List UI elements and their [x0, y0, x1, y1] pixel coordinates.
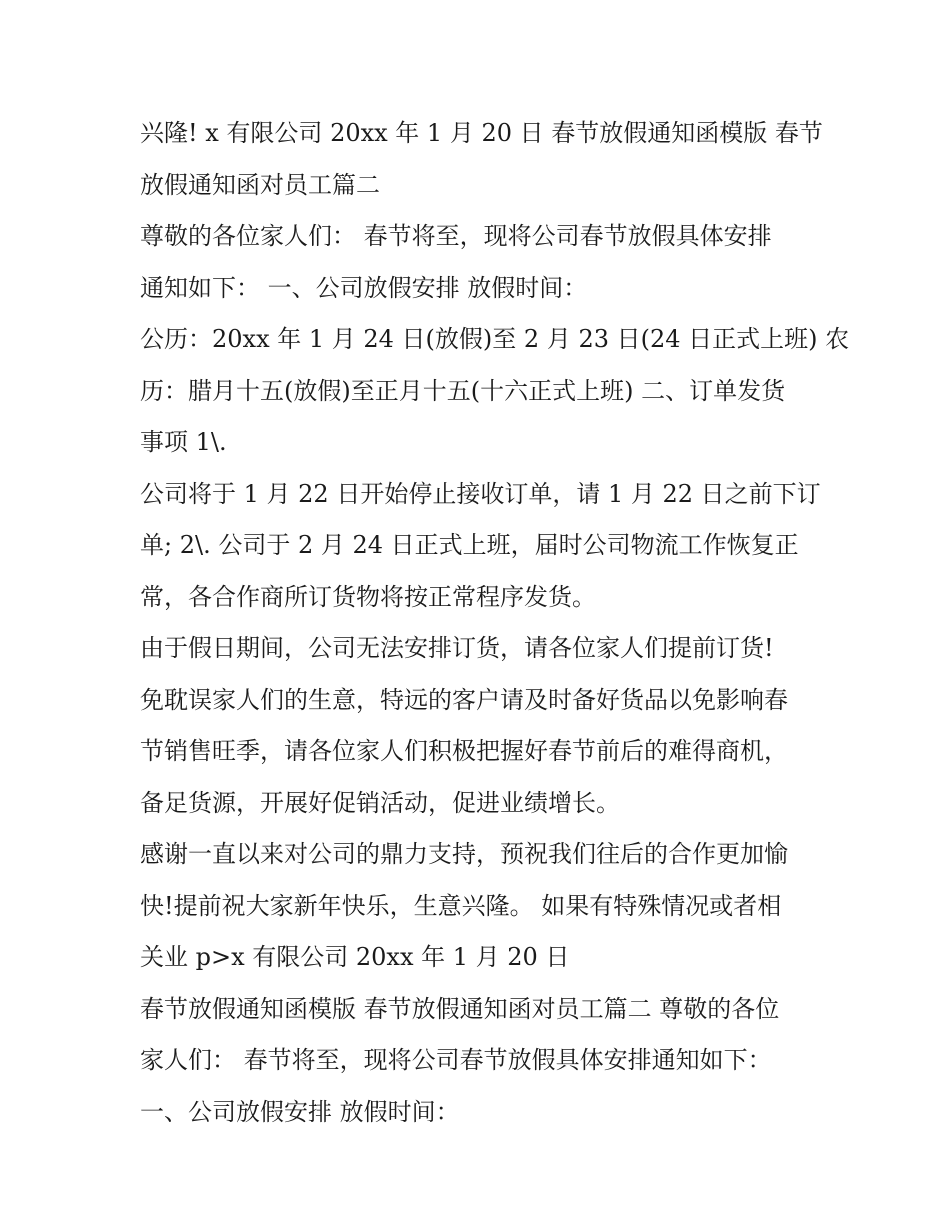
- text-line: 通知如下： 一、公司放假安排 放假时间：: [140, 273, 588, 302]
- text-line: 家人们： 春节将至，现将公司春节放假具体安排通知如下：: [140, 1046, 772, 1074]
- text-line: 备足货源，开展好促销活动，促进业绩增长。: [140, 788, 620, 817]
- text-line: 历：腊月十五(放假)至正月十五(十六正式上班) 二、订单发货: [140, 376, 786, 405]
- text-line: 兴隆! x 有限公司 20xx 年 1 月 20 日 春节放假通知函模版 春节: [140, 119, 823, 147]
- text-line: 公司将于 1 月 22 日开始停止接收订单，请 1 月 22 日之前下订: [140, 479, 821, 508]
- text-line: 感谢一直以来对公司的鼎力支持，预祝我们往后的合作更加愉: [140, 840, 788, 868]
- text-line: 节销售旺季，请各位家人们积极把握好春节前后的难得商机，: [140, 737, 788, 765]
- document-body: [140, 108, 850, 1138]
- text-line: 由于假日期间，公司无法安排订货，请各位家人们提前订货!: [140, 634, 774, 662]
- text-line: 常，各合作商所订货物将按正常程序发货。: [140, 582, 596, 611]
- text-line: 尊敬的各位家人们： 春节将至，现将公司春节放假具体安排: [140, 222, 772, 250]
- text-line: 公历：20xx 年 1 月 24 日(放假)至 2 月 23 日(24 日正式上班) 农: [140, 325, 850, 353]
- text-line: 免耽误家人们的生意，特远的客户请及时备好货品以免影响春: [140, 685, 788, 714]
- text-line: 春节放假通知函模版 春节放假通知函对员工篇二 尊敬的各位: [140, 994, 780, 1023]
- text-line: 快!提前祝大家新年快乐，生意兴隆。 如果有特殊情况或者相: [140, 891, 782, 920]
- text-line: 事项 1\.: [140, 428, 227, 456]
- text-line: 关业 p>x 有限公司 20xx 年 1 月 20 日: [140, 943, 570, 971]
- text-line: 一、公司放假安排 放假时间：: [140, 1097, 460, 1126]
- text-line: 放假通知函对员工篇二: [140, 170, 380, 199]
- text-line: 单; 2\. 公司于 2 月 24 日正式上班，届时公司物流工作恢复正: [140, 531, 799, 559]
